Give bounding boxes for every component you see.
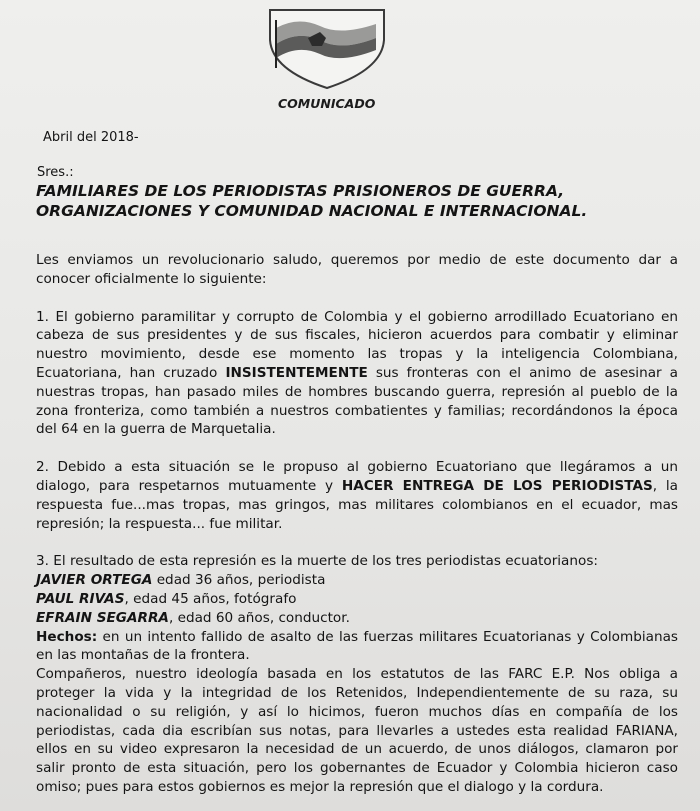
victim-line — [36, 571, 678, 590]
facts-line: en las montañas de la frontera. — [36, 647, 250, 664]
point-1-line: nuestras tropas, han pasado miles de hombres buscando guerra, represión al pueblo de la — [36, 383, 678, 400]
point-1-line: zona fronteriza, como también a nuestros combatientes y familias; recordándonos la época — [36, 402, 678, 419]
recipients-line-1: FAMILIARES DE LOS PERIODISTAS PRISIONEROS DE GUERRA, — [36, 182, 565, 200]
point-2-line-text: dialogo, para respetarnos mutuamente y — [36, 477, 342, 494]
point-2-paragraph — [36, 458, 678, 533]
point-1-line: nuestro movimiento, desde ese momento las tropas y la inteligencia Colombiana, — [36, 346, 678, 363]
closing-line: nacionalidad o su religión, y así lo hicimos, fueron muchos días en compañía de los — [36, 703, 678, 720]
closing-line: ellos en su video expresaron la necesidad de un acuerdo, de unos diálogos, clamaron por — [36, 741, 678, 758]
facts-label: Hechos: — [36, 628, 98, 645]
victim-name: EFRAIN SEGARRA — [36, 609, 169, 626]
point-2-line-text: , la — [652, 477, 678, 494]
victim-detail: , edad 45 años, fotógrafo — [124, 590, 297, 607]
closing-paragraph — [36, 665, 678, 797]
point-1-line: 1. El gobierno paramilitar y corrupto de Colombia y el gobierno arrodillado Ecuatoriano en — [36, 308, 678, 325]
point-1-line: cabeza de sus presidentes y de sus fiscales, hicieron acuerdos para combatir y eliminar — [36, 327, 678, 344]
intro-line: conocer oficialmente lo siguiente: — [36, 270, 267, 287]
point-1-line: del 64 en la guerra de Marquetalia. — [36, 421, 276, 438]
point-2-line: 2. Debido a esta situación se le propuso al gobierno Ecuatoriano que llegáramos a un — [36, 459, 678, 476]
victim-detail: edad 36 años, periodista — [152, 572, 326, 589]
salutation: Sres.: — [37, 165, 74, 180]
point-1-line-text: sus fronteras con el animo de asesinar a — [367, 364, 679, 381]
flag-emblem-icon — [268, 8, 386, 90]
victim-detail: , edad 60 años, conductor. — [168, 609, 350, 626]
point-2-line — [36, 477, 678, 496]
point-2-line: represión; la respuesta... fue militar. — [36, 515, 283, 532]
victim-name: PAUL RIVAS — [36, 590, 125, 607]
victim-name: JAVIER ORTEGA — [36, 572, 153, 589]
point-1-line-text: Ecuatoriana, han cruzado — [36, 364, 226, 381]
closing-line: salir pronto de esta situación, pero los gobernantes de Ecuador y Colombia hicieron caso — [36, 760, 678, 777]
document-body — [36, 251, 678, 797]
document-title: COMUNICADO — [278, 96, 376, 111]
insistentemente-emphasis: INSISTENTEMENTE — [225, 364, 368, 381]
point-2-line: respuesta fue...mas tropas, mas gringos, mas militares colombianos en el ecuador, mas — [36, 496, 678, 513]
intro-paragraph — [36, 251, 678, 289]
intro-line: Les enviamos un revolucionario saludo, queremos por medio de este documento dar a — [36, 252, 678, 268]
facts-line — [36, 628, 678, 647]
point-3-intro: 3. El resultado de esta represión es la muerte de los tres periodistas ecuatorianos: — [36, 553, 598, 570]
closing-line: Compañeros, nuestro ideología basada en los estatutos de las FARC E.P. Nos obliga a — [36, 666, 678, 683]
point-3-paragraph — [36, 552, 678, 665]
recipients-heading — [36, 181, 676, 221]
point-1-line — [36, 364, 678, 383]
closing-line: omiso; pues para estos gobiernos es mejor la represión que el dialogo y la cordura. — [36, 778, 604, 795]
closing-line: periodistas, cada dia escribían sus notas, para llevarles a ustedes esta realidad FARIANA, — [36, 722, 678, 739]
victim-line — [36, 609, 678, 628]
point-1-paragraph — [36, 308, 678, 440]
facts-text: en un intento fallido de asalto de las fuerzas militares Ecuatorianas y Colombianas — [97, 628, 678, 645]
entrega-emphasis: HACER ENTREGA DE LOS PERIODISTAS — [341, 477, 653, 494]
closing-line: proteger la vida y la integridad de los Retenidos, Independientemente de su raza, su — [36, 684, 678, 701]
recipients-line-2: ORGANIZACIONES Y COMUNIDAD NACIONAL E INTERNACIONAL. — [36, 202, 588, 220]
document-date: Abril del 2018- — [43, 130, 139, 145]
victim-line — [36, 590, 678, 609]
